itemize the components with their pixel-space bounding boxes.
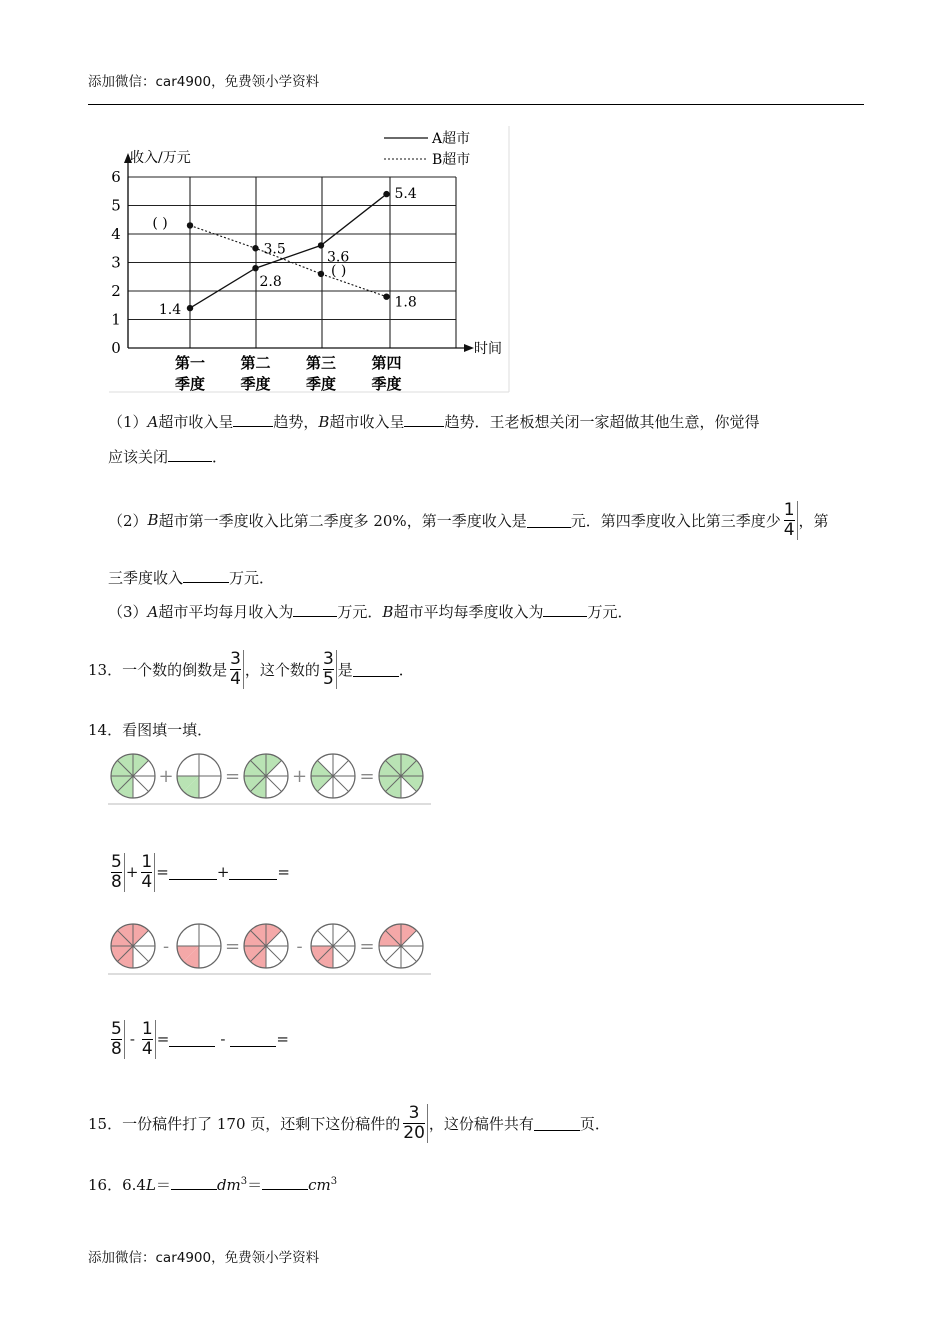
y-tick-label: 3 (111, 253, 121, 272)
y-tick-label: 0 (111, 339, 121, 357)
fraction-circle (244, 754, 288, 798)
answer-blank[interactable] (293, 602, 337, 617)
answer-blank[interactable] (183, 568, 229, 583)
x-tick-label: 第四 (371, 354, 402, 372)
answer-blank[interactable] (230, 1032, 276, 1047)
series-b-data-label: ( ) (331, 262, 347, 279)
operator-sign: = (359, 766, 375, 787)
x-axis-title: 时间 (474, 341, 502, 357)
page-footer: 添加微信：car4900，免费领小学资料 (88, 1250, 320, 1266)
answer-blank[interactable] (229, 865, 277, 880)
series-a-point (383, 191, 389, 197)
operator-sign: = (224, 766, 241, 787)
fraction: $\frac{3}{5}$ (321, 650, 337, 689)
q15: 15．一份稿件打了 170 页，还剩下这份稿件的 $\frac{3}{20}$ ，这份稿件共有 页． (88, 1102, 610, 1143)
operator-sign: = (359, 936, 375, 957)
x-tick-label: 第二 (240, 354, 271, 372)
answer-blank[interactable] (353, 662, 399, 677)
fraction: $\frac{5}{8}$ (109, 853, 125, 892)
q12-part1-line1: （1）A超市收入呈 趋势，B超市收入呈 趋势．王老板想关闭一家超做其他生意，你觉得 (108, 413, 760, 431)
series-b-point (252, 245, 258, 251)
header-divider (88, 104, 864, 105)
fraction-circle (111, 924, 155, 968)
answer-blank[interactable] (169, 865, 217, 880)
y-tick-label: 5 (111, 196, 121, 215)
series-b-data-label: ( ) (152, 215, 168, 232)
series-a-point (187, 305, 193, 311)
x-tick-label: 第三 (305, 354, 337, 372)
operator-sign: - (296, 936, 303, 957)
operator-sign: + (291, 766, 308, 787)
fraction-circles-subtraction (108, 918, 432, 976)
q14-title: 14．看图填一填． (88, 721, 213, 739)
answer-blank[interactable] (168, 447, 212, 462)
series-a-data-label: 1.4 (158, 302, 182, 319)
q12-part3: （3）A超市平均每月收入为 万元．B超市平均每季度收入为 万元． (108, 603, 633, 621)
series-b-point (318, 271, 324, 277)
series-b-data-label: 3.5 (263, 241, 286, 258)
fraction-circle (311, 754, 355, 798)
series-b-data-label: 1.8 (394, 294, 417, 311)
q16: 16．$6.4L= dm^3= cm^3$ (88, 1176, 338, 1194)
answer-blank[interactable] (171, 1175, 217, 1190)
series-a-data-label: 3.6 (327, 249, 350, 266)
operator-sign: - (162, 936, 170, 957)
answer-blank[interactable] (527, 513, 571, 528)
q14-equation-sub: $\frac{5}{8}$ - $\frac{1}{4}$ = - = (111, 1018, 289, 1059)
legend-b-label: B超市 (432, 152, 471, 168)
series-b-point (383, 294, 389, 300)
income-line-chart (106, 122, 512, 396)
page-header: 添加微信：car4900，免费领小学资料 (88, 74, 320, 90)
y-tick-label: 6 (111, 168, 121, 186)
fraction-circle (111, 754, 155, 798)
operator-sign: = (224, 936, 241, 957)
q12-part2-line2: 三季度收入 万元． (108, 569, 275, 587)
series-a-point (252, 265, 258, 271)
fraction: $\frac{1}{4}$ (140, 1020, 156, 1059)
answer-blank[interactable] (543, 602, 587, 617)
fraction-circle (311, 924, 355, 968)
fraction: $\frac{1}{4}$ (139, 853, 155, 892)
answer-blank[interactable] (169, 1032, 215, 1047)
series-a-data-label: 2.8 (259, 274, 282, 291)
q14-equation-add: $\frac{5}{8}$ + $\frac{1}{4}$ = + = (111, 851, 290, 892)
answer-blank[interactable] (404, 412, 444, 427)
answer-blank[interactable] (233, 412, 273, 427)
fraction-three-twentieths: $\frac{3}{20}$ (401, 1104, 428, 1143)
series-b-point (187, 222, 193, 228)
q12-part1-line2: 应该关闭 ． (108, 448, 228, 466)
x-tick-label: 季度 (371, 375, 402, 393)
x-tick-label: 季度 (240, 375, 271, 393)
fraction: $\frac{3}{4}$ (228, 650, 244, 689)
legend-a-label: A超市 (432, 131, 471, 147)
q13: 13．一个数的倒数是 $\frac{3}{4}$ ，这个数的 $\frac{3}{5}$ 是 ． (88, 648, 414, 689)
y-tick-label: 2 (111, 282, 121, 300)
y-tick-label: 1 (111, 310, 121, 329)
x-tick-label: 季度 (305, 375, 337, 393)
operator-sign: + (158, 766, 174, 787)
fraction-circle (379, 924, 423, 968)
x-tick-label: 季度 (174, 375, 206, 393)
fraction-circle (177, 754, 221, 798)
y-tick-label: 4 (111, 225, 121, 243)
series-a-point (318, 242, 324, 248)
answer-blank[interactable] (534, 1116, 580, 1131)
answer-blank[interactable] (262, 1175, 308, 1190)
series-a-data-label: 5.4 (394, 186, 417, 203)
y-axis-title: 收入/万元 (130, 150, 191, 166)
fraction-circle (244, 924, 288, 968)
fraction-circle (177, 924, 221, 968)
fraction-circle (379, 754, 423, 798)
fraction-circles-addition (108, 750, 432, 806)
fraction: $\frac{5}{8}$ (109, 1020, 125, 1059)
q12-part2-line1: （2） B 超市第一季度收入比第二季度多 20%，第一季度收入是 元．第四季度收入比第三季度少 $\frac{1}{4}$ ，第 (108, 499, 829, 540)
fraction-one-quarter: $\frac{1}{4}$ (782, 501, 798, 540)
x-tick-label: 第一 (174, 354, 206, 372)
